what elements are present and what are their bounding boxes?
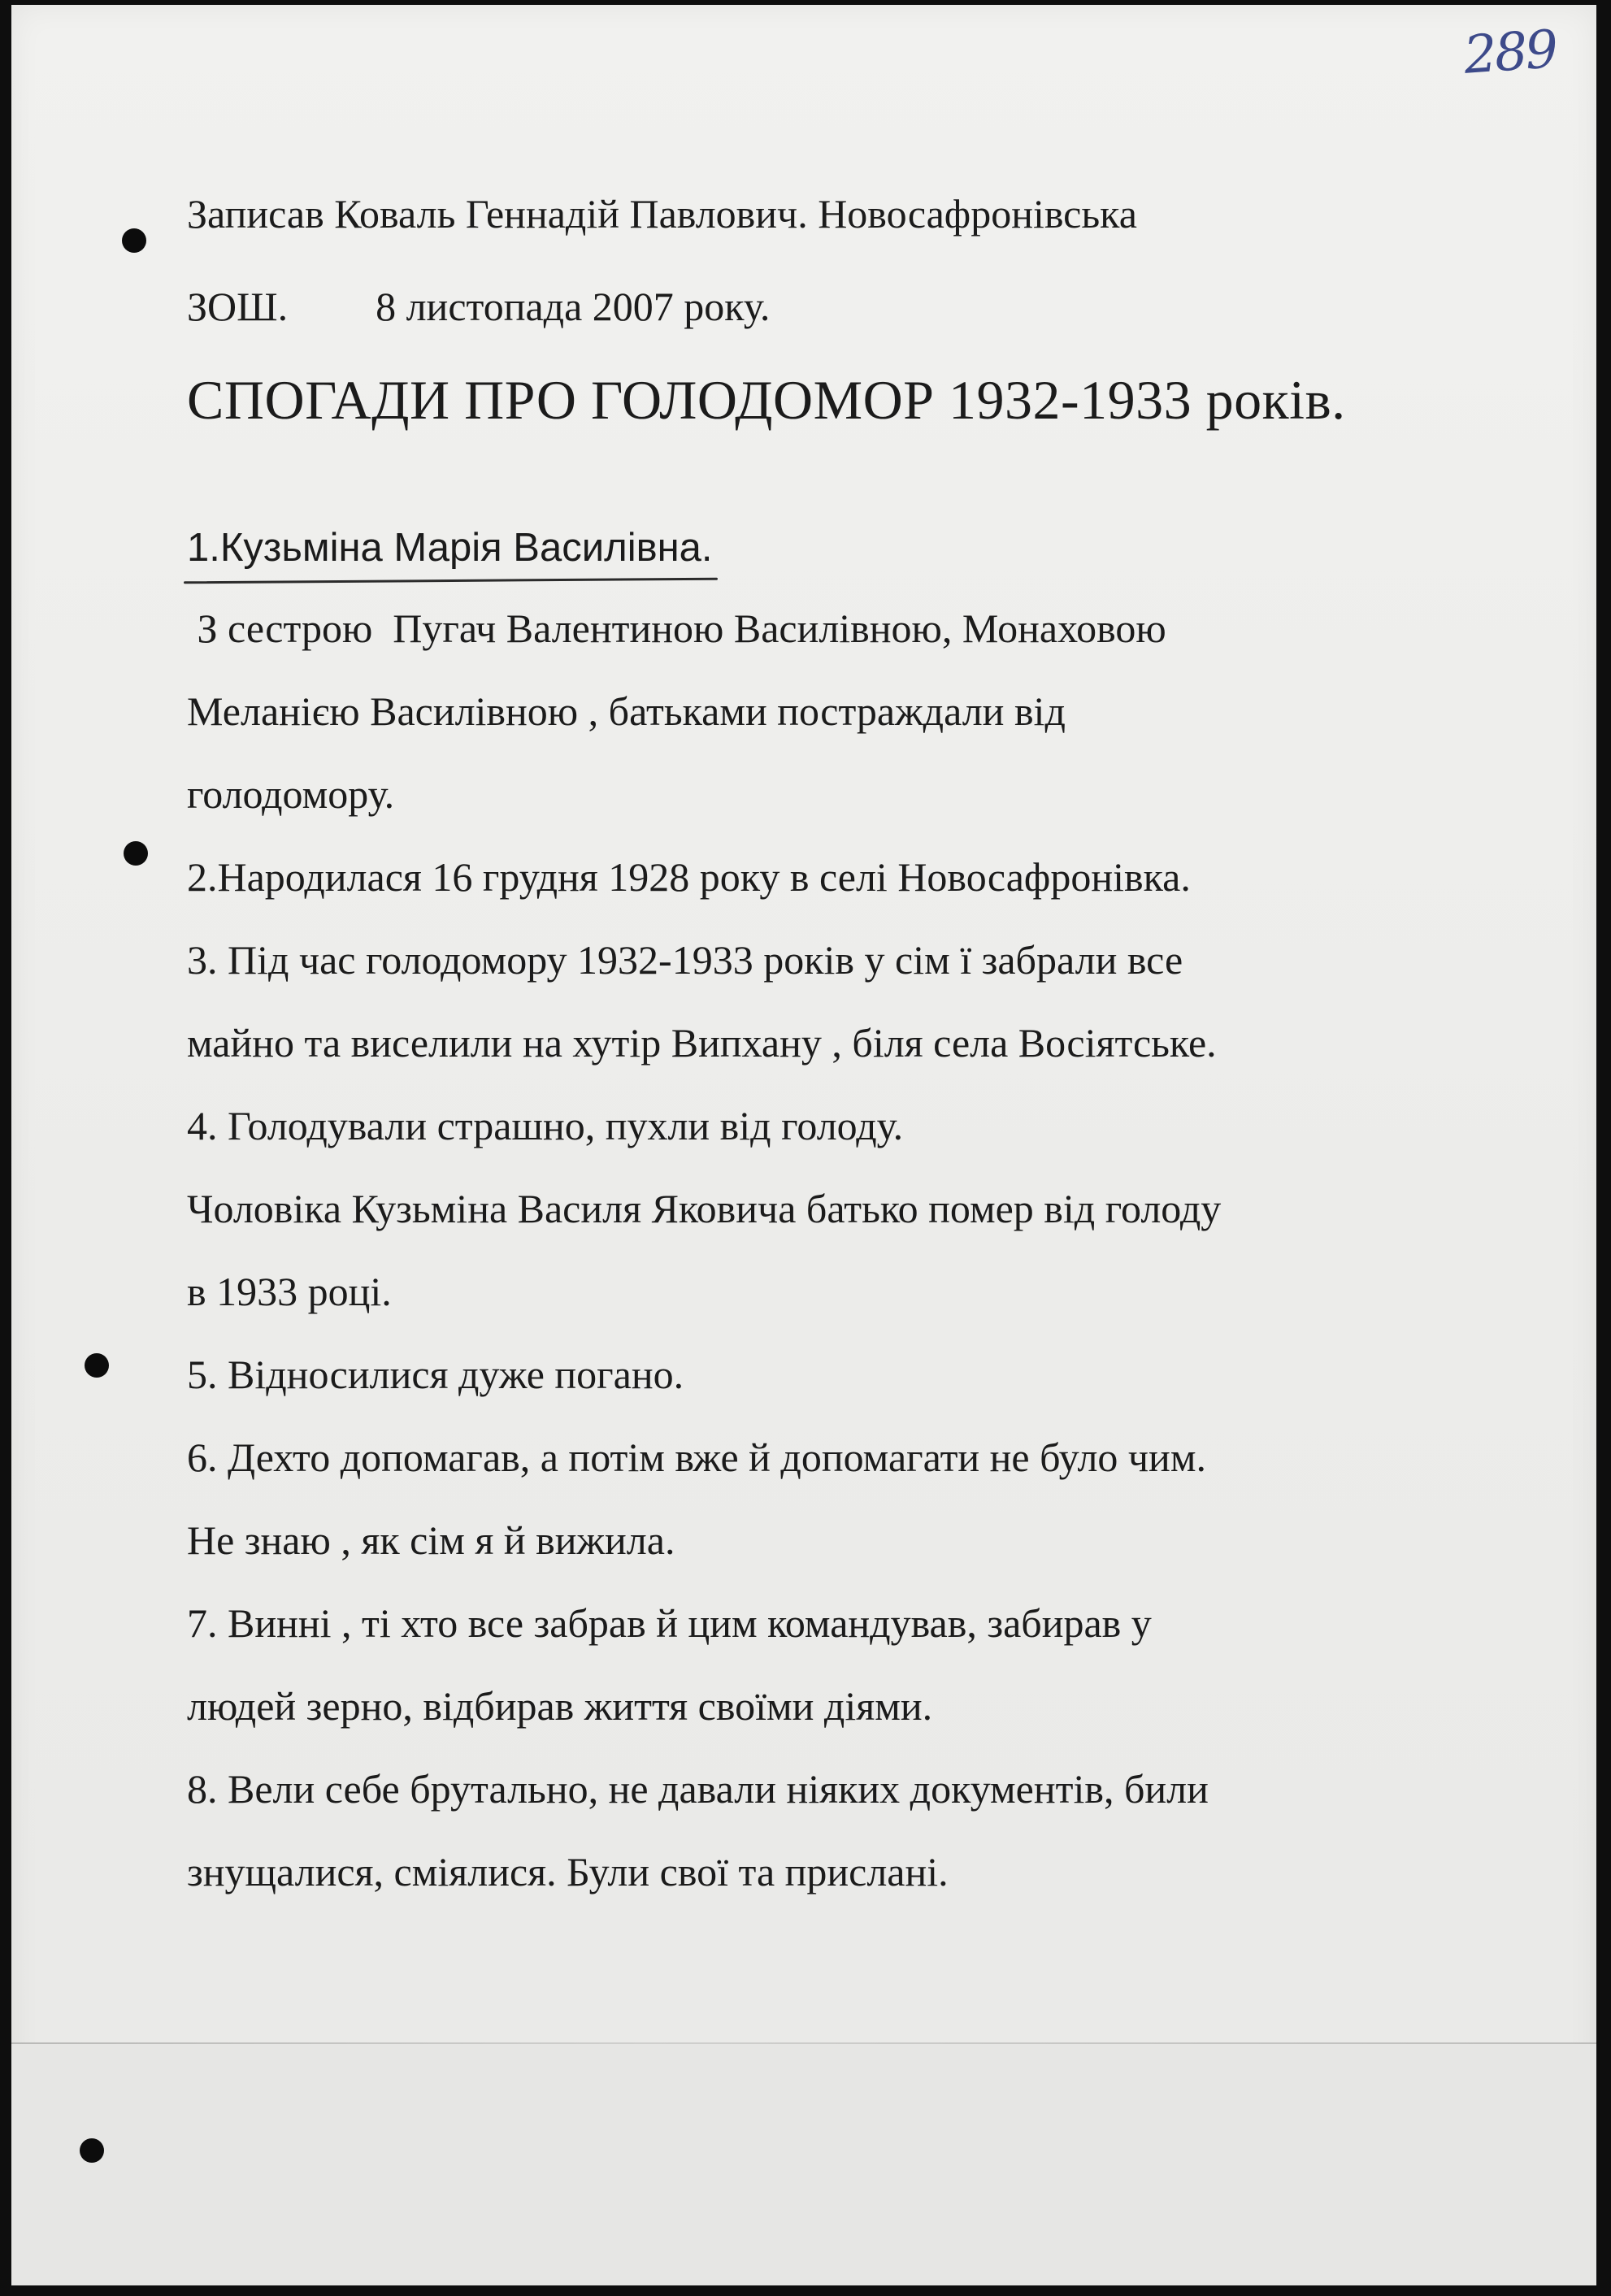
testimony-line: З сестрою Пугач Валентиною Василівною, Монаховою <box>187 605 1166 651</box>
punch-hole <box>124 841 148 866</box>
testimony-line: Не знаю , як сім я й вижила. <box>187 1517 675 1563</box>
testimony-line: майно та виселили на хутір Випхану , біля села Восіятське. <box>187 1020 1217 1066</box>
testimony-line: 6. Дехто допомагав, а потім вже й допомагати не було чим. <box>187 1434 1206 1480</box>
testimony-line: Чоловіка Кузьміна Василя Яковича батько помер від голоду <box>187 1186 1222 1231</box>
header-school: ЗОШ. <box>187 284 289 329</box>
testimony-line: 5. Відносилися дуже погано. <box>187 1352 684 1397</box>
respondent-name <box>187 523 713 584</box>
document-title: СПОГАДИ ПРО ГОЛОДОМОР 1932-1933 років. <box>187 369 1346 431</box>
testimony-line: 2.Народилася 16 грудня 1928 року в селі Новосафронівка. <box>187 854 1191 900</box>
page-bottom-margin <box>11 2044 1596 2285</box>
punch-hole <box>85 1353 109 1378</box>
testimony-line: 8. Вели себе брутально, не давали ніяких документів, били <box>187 1766 1209 1812</box>
testimony-line: голодомору. <box>187 771 395 817</box>
handwritten-page-number: 289 <box>1461 20 1558 86</box>
punch-hole <box>80 2138 104 2163</box>
testimony-line: 3. Під час голодомору 1932-1933 років у сім ї забрали все <box>187 937 1183 983</box>
testimony-line: знущалися, сміялися. Були свої та прислані. <box>187 1849 949 1895</box>
testimony-line: 4. Голодували страшно, пухли від голоду. <box>187 1103 904 1148</box>
punch-hole <box>122 228 146 253</box>
document-body <box>187 167 1487 1913</box>
handwritten-underline <box>184 578 718 584</box>
document-page <box>11 5 1596 2285</box>
testimony-line: людей зерно, відбирав життя своїми діями. <box>187 1683 933 1729</box>
respondent-name-text: 1.Кузьміна Марія Василівна. <box>187 526 713 570</box>
header-recorder-line: Записав Коваль Геннадій Павлович. Новосафронівська <box>187 191 1137 237</box>
testimony-line: в 1933 році. <box>187 1269 392 1314</box>
page-fold-line <box>11 2042 1596 2044</box>
testimony-line: Меланією Василівною , батьками постраждали від <box>187 688 1066 734</box>
header-school-date-line <box>187 260 1487 353</box>
testimony-line: 7. Винні , ті хто все забрав й цим командував, забирав у <box>187 1600 1152 1646</box>
testimony-text <box>187 587 1487 1913</box>
header-date: 8 листопада 2007 року. <box>376 284 771 329</box>
